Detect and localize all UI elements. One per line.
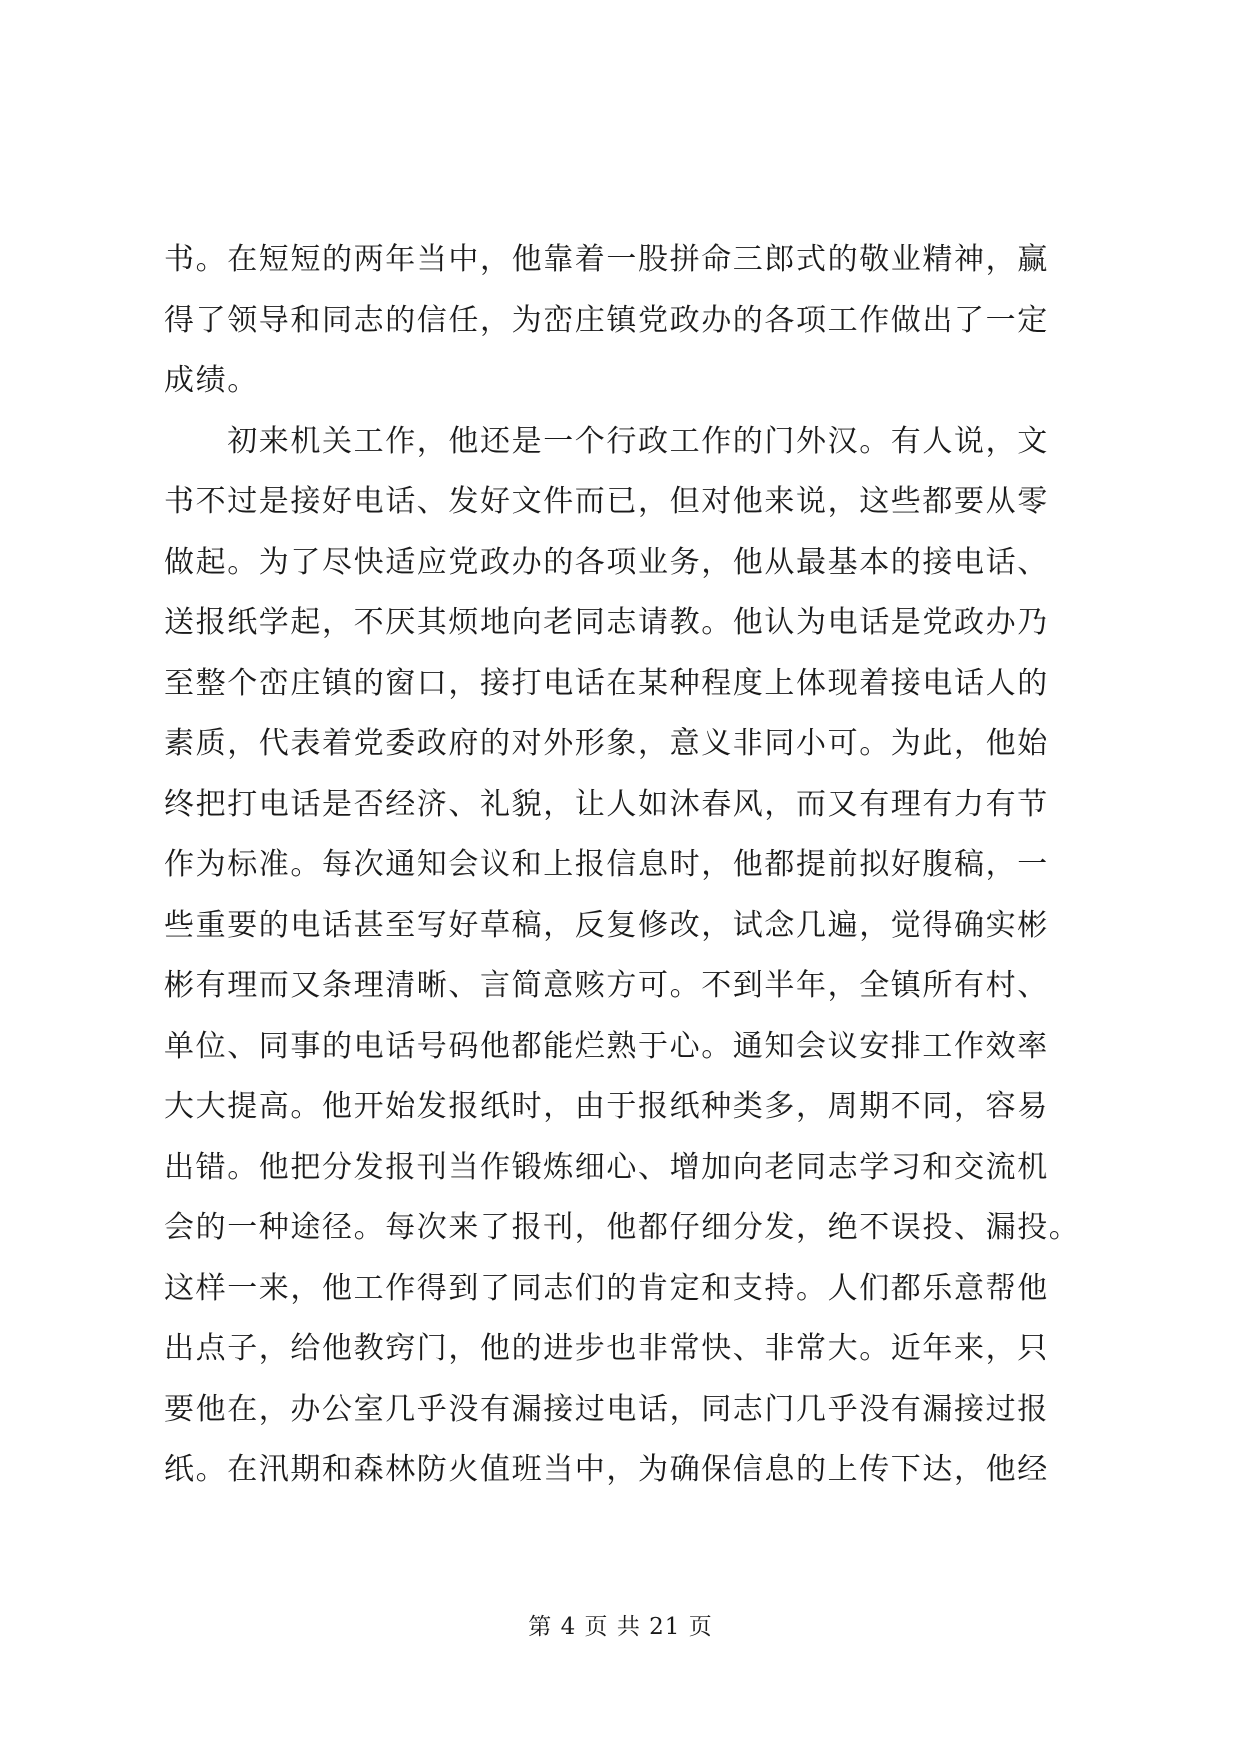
text-line: 些重要的电话甚至写好草稿，反复修改，试念几遍，觉得确实彬 xyxy=(164,907,1049,943)
text-line: 会的一种途径。每次来了报刊，他都仔细分发，绝不误投、漏投。 xyxy=(164,1210,1081,1245)
text-line: 作为标准。每次通知会议和上报信息时，他都提前拟好腹稿，一 xyxy=(164,847,1049,882)
text-line: 出点子，给他教窍门，他的进步也非常快、非常大。近年来，只 xyxy=(164,1331,1049,1366)
page-number-footer: 第 4 页 共 21 页 xyxy=(528,1614,713,1640)
text-line: 素质，代表着党委政府的对外形象，意义非同小可。为此，他始 xyxy=(164,726,1049,761)
text-line: 单位、同事的电话号码他都能烂熟于心。通知会议安排工作效率 xyxy=(164,1028,1049,1064)
text-line: 做起。为了尽快适应党政办的各项业务，他从最基本的接电话、 xyxy=(164,544,1049,580)
text-line: 书不过是接好电话、发好文件而已，但对他来说，这些都要从零 xyxy=(164,484,1049,519)
body-text xyxy=(164,230,1084,1501)
text-line: 至整个峦庄镇的窗口，接打电话在某种程度上体现着接电话人的 xyxy=(164,665,1049,701)
text-line: 得了领导和同志的信任，为峦庄镇党政办的各项工作做出了一定 xyxy=(164,302,1049,338)
text-line: 初来机关工作，他还是一个行政工作的门外汉。有人说，文 xyxy=(164,423,1049,459)
text-line: 大大提高。他开始发报纸时，由于报纸种类多，周期不同，容易 xyxy=(164,1089,1049,1124)
text-line: 纸。在汛期和森林防火值班当中，为确保信息的上传下达，他经 xyxy=(164,1452,1049,1487)
text-line: 要他在，办公室几乎没有漏接过电话，同志门几乎没有漏接过报 xyxy=(164,1391,1049,1427)
text-line: 送报纸学起，不厌其烦地向老同志请教。他认为电话是党政办乃 xyxy=(164,605,1049,640)
text-line: 出错。他把分发报刊当作锻炼细心、增加向老同志学习和交流机 xyxy=(164,1149,1049,1185)
text-line: 书。在短短的两年当中，他靠着一股拼命三郎式的敬业精神，赢 xyxy=(164,242,1049,277)
text-line: 成绩。 xyxy=(164,363,259,398)
text-line: 这样一来，他工作得到了同志们的肯定和支持。人们都乐意帮他 xyxy=(164,1270,1049,1306)
text-line: 终把打电话是否经济、礼貌，让人如沐春风，而又有理有力有节 xyxy=(164,786,1049,822)
text-line: 彬有理而又条理清晰、言简意赅方可。不到半年，全镇所有村、 xyxy=(164,968,1049,1003)
